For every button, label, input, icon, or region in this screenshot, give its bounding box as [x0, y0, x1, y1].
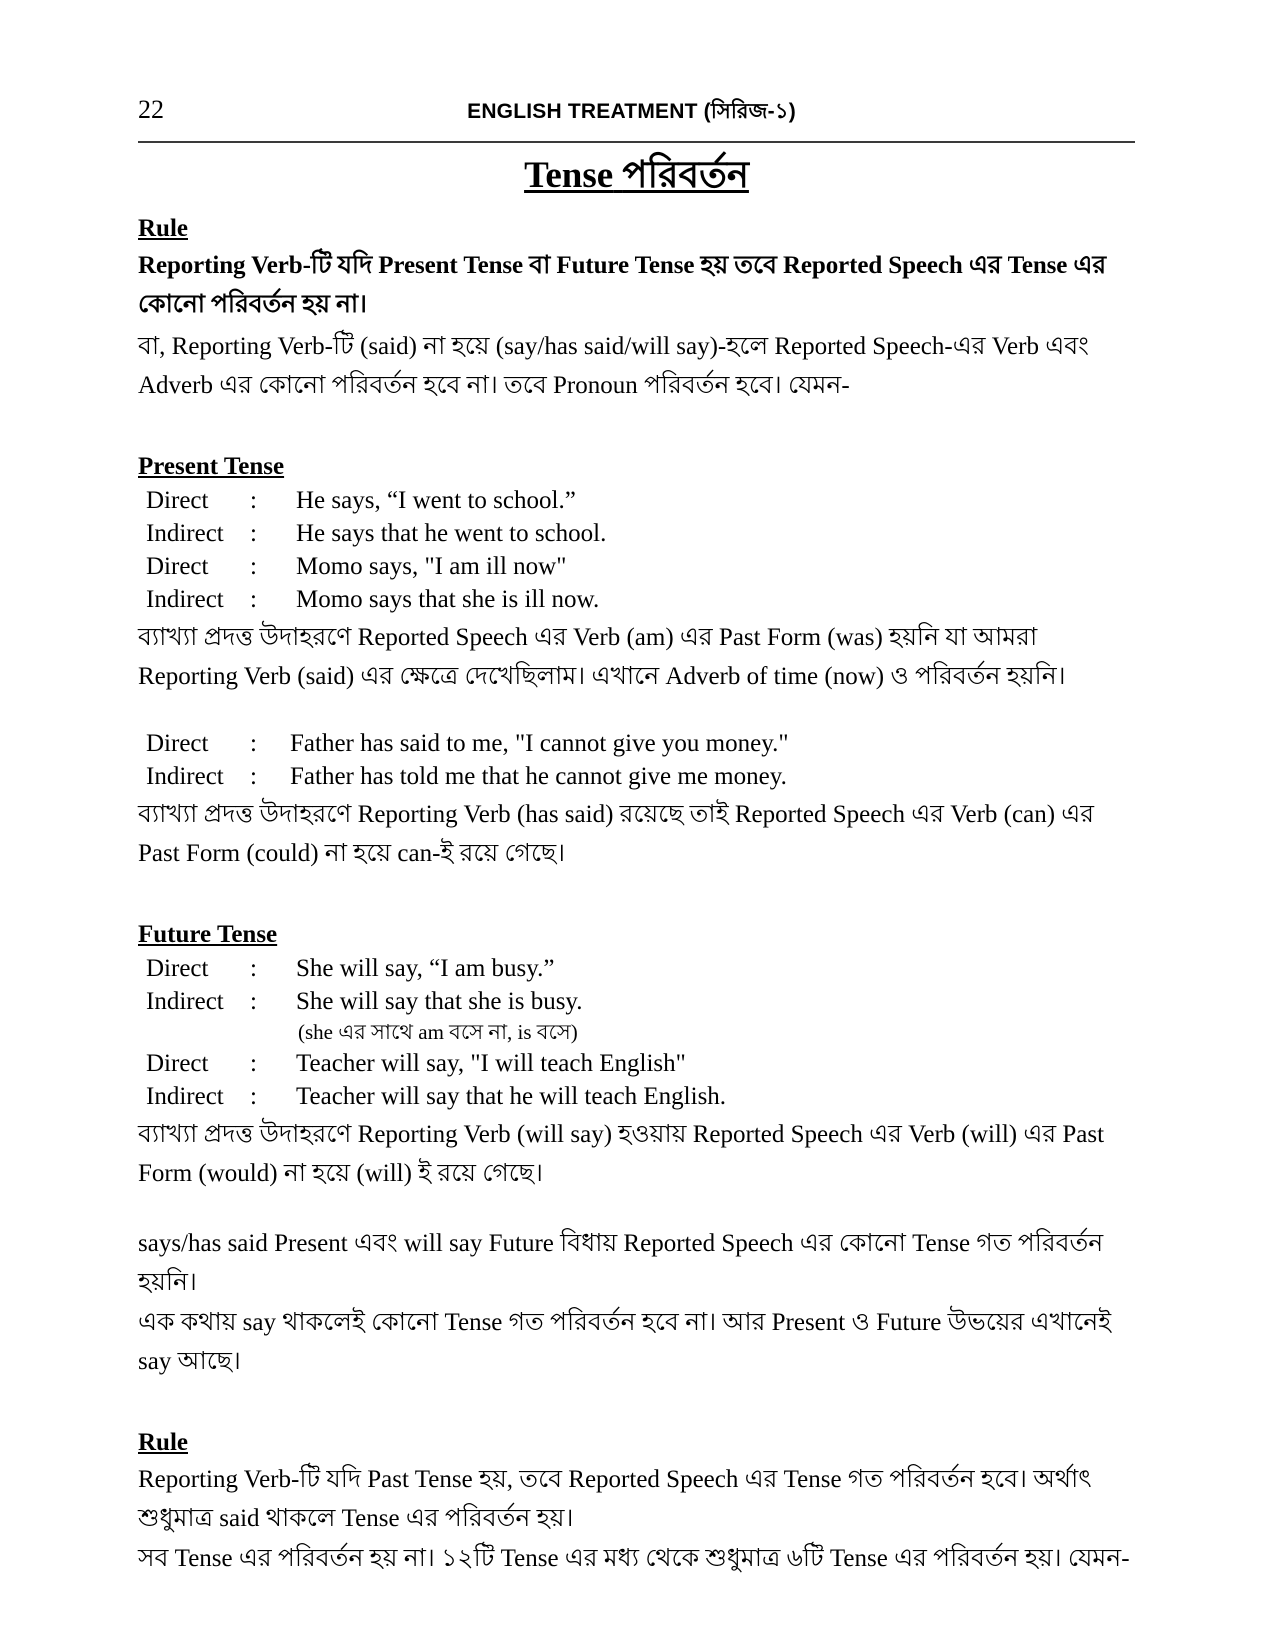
future-tense-examples [138, 952, 1135, 1113]
example-label: Direct [146, 1049, 209, 1077]
present-tense-explanation: ব্যাখ্যা প্রদত্ত উদাহরণে Reported Speech এর Verb (am) এর Past Form (was) হয়নি যা আমরা Reporting Verb (said) এর ক্ষেত্রে দেখেছিলাম। এখানে Adverb of time (now) ও পরিবর্তন হয়নি। [138, 623, 1066, 691]
example-label: Indirect [146, 987, 224, 1015]
example-sentence: Momo says, "I am ill now" [296, 552, 567, 580]
future-tense-explanation: ব্যাখ্যা প্রদত্ত উদাহরণে Reporting Verb (will say) হওয়ায় Reported Speech এর Verb (will) এর Past Form (would) না হয়ে (will) ই রয়ে গেছে। [138, 1120, 1105, 1188]
spacer [138, 697, 1135, 727]
father-examples [138, 727, 1135, 793]
example-sentence: She will say, “I am busy.” [296, 954, 555, 982]
present-tense-heading: Present Tense [138, 452, 285, 480]
example-row [138, 484, 1135, 517]
example-label: Indirect [146, 762, 224, 790]
example-sentence: Momo says that she is ill now. [296, 585, 600, 613]
father-explanation: ব্যাখ্যা প্রদত্ত উদাহরণে Reporting Verb (has said) রয়েছে তাই Reported Speech এর Verb (can) এর Past Form (could) না হয়ে can-ই রয়ে গেছে। [138, 800, 1095, 868]
example-row [138, 760, 1135, 793]
example-colon: : [250, 585, 257, 613]
example-row [138, 1080, 1135, 1113]
example-colon: : [250, 762, 257, 790]
summary-line-2: এক কথায় say থাকলেই কোনো Tense গত পরিবর্তন হবে না। আর Present ও Future উভয়ের এখানেই say আছে। [138, 1308, 1112, 1376]
future-tense-note: (she এর সাথে am বসে না, is বসে) [298, 1019, 578, 1044]
example-sentence: Father has said to me, "I cannot give you money." [290, 729, 789, 757]
page-title-english: Tense [524, 155, 614, 196]
example-label: Indirect [146, 519, 224, 547]
rule-1-detail: বা, Reporting Verb-টি (said) না হয়ে (say/has said/will say)-হলে Reported Speech-এর Verb এবং Adverb এর কোনো পরিবর্তন হবে না। তবে Pronoun পরিবর্তন হবে। যেমন- [138, 332, 1089, 400]
example-label: Indirect [146, 1082, 224, 1110]
example-label: Direct [146, 486, 209, 514]
example-row [138, 1047, 1135, 1080]
example-colon: : [250, 1082, 257, 1110]
page-number: 22 [138, 95, 164, 124]
rule-heading-1: Rule [138, 214, 188, 242]
example-colon: : [250, 1049, 257, 1077]
spacer [138, 406, 1135, 436]
rule-heading-2: Rule [138, 1428, 188, 1456]
spacer [138, 1194, 1135, 1224]
header-divider [138, 141, 1135, 143]
example-colon: : [250, 954, 257, 982]
spacer [138, 874, 1135, 904]
example-row [138, 727, 1135, 760]
page-title-bengali: পরিবর্তন [622, 155, 749, 196]
example-row [138, 952, 1135, 985]
example-colon: : [250, 552, 257, 580]
example-label: Direct [146, 729, 209, 757]
example-row [138, 550, 1135, 583]
rule-2-line-2: সব Tense এর পরিবর্তন হয় না। ১২টি Tense এর মধ্য থেকে শুধুমাত্র ৬টি Tense এর পরিবর্তন হয়। যেমন- [138, 1544, 1130, 1572]
example-label: Indirect [146, 585, 224, 613]
example-sentence: Teacher will say that he will teach English. [296, 1082, 727, 1110]
summary-line-1: says/has said Present এবং will say Future বিধায় Reported Speech এর কোনো Tense গত পরিবর্তন হয়নি। [138, 1229, 1104, 1297]
example-sentence: Teacher will say, "I will teach English" [296, 1049, 686, 1077]
example-row [138, 517, 1135, 550]
rule-2-line-1: Reporting Verb-টি যদি Past Tense হয়, তবে Reported Speech এর Tense গত পরিবর্তন হবে। অর্থাৎ শুধুমাত্র said থাকলে Tense এর পরিবর্তন হয়। [138, 1465, 1092, 1533]
example-sentence: Father has told me that he cannot give me money. [290, 762, 787, 790]
example-sentence: She will say that she is busy. [296, 987, 583, 1015]
example-sentence: He says that he went to school. [296, 519, 607, 547]
example-colon: : [250, 729, 257, 757]
example-label: Direct [146, 552, 209, 580]
example-row [138, 583, 1135, 616]
page-title [138, 155, 1135, 198]
spacer [138, 1382, 1135, 1412]
running-header [138, 95, 1135, 137]
example-label: Direct [146, 954, 209, 982]
example-colon: : [250, 486, 257, 514]
example-row [138, 985, 1135, 1018]
example-colon: : [250, 987, 257, 1015]
example-sentence: He says, “I went to school.” [296, 486, 576, 514]
future-tense-note-row [138, 1018, 1135, 1047]
rule-1-statement: Reporting Verb-টি যদি Present Tense বা Future Tense হয় তবে Reported Speech এর Tense এর কোনো পরিবর্তন হয় না। [138, 251, 1106, 319]
future-tense-heading: Future Tense [138, 920, 278, 948]
book-title: ENGLISH TREATMENT (সিরিজ-১) [467, 100, 796, 123]
example-colon: : [250, 519, 257, 547]
present-tense-examples [138, 484, 1135, 616]
